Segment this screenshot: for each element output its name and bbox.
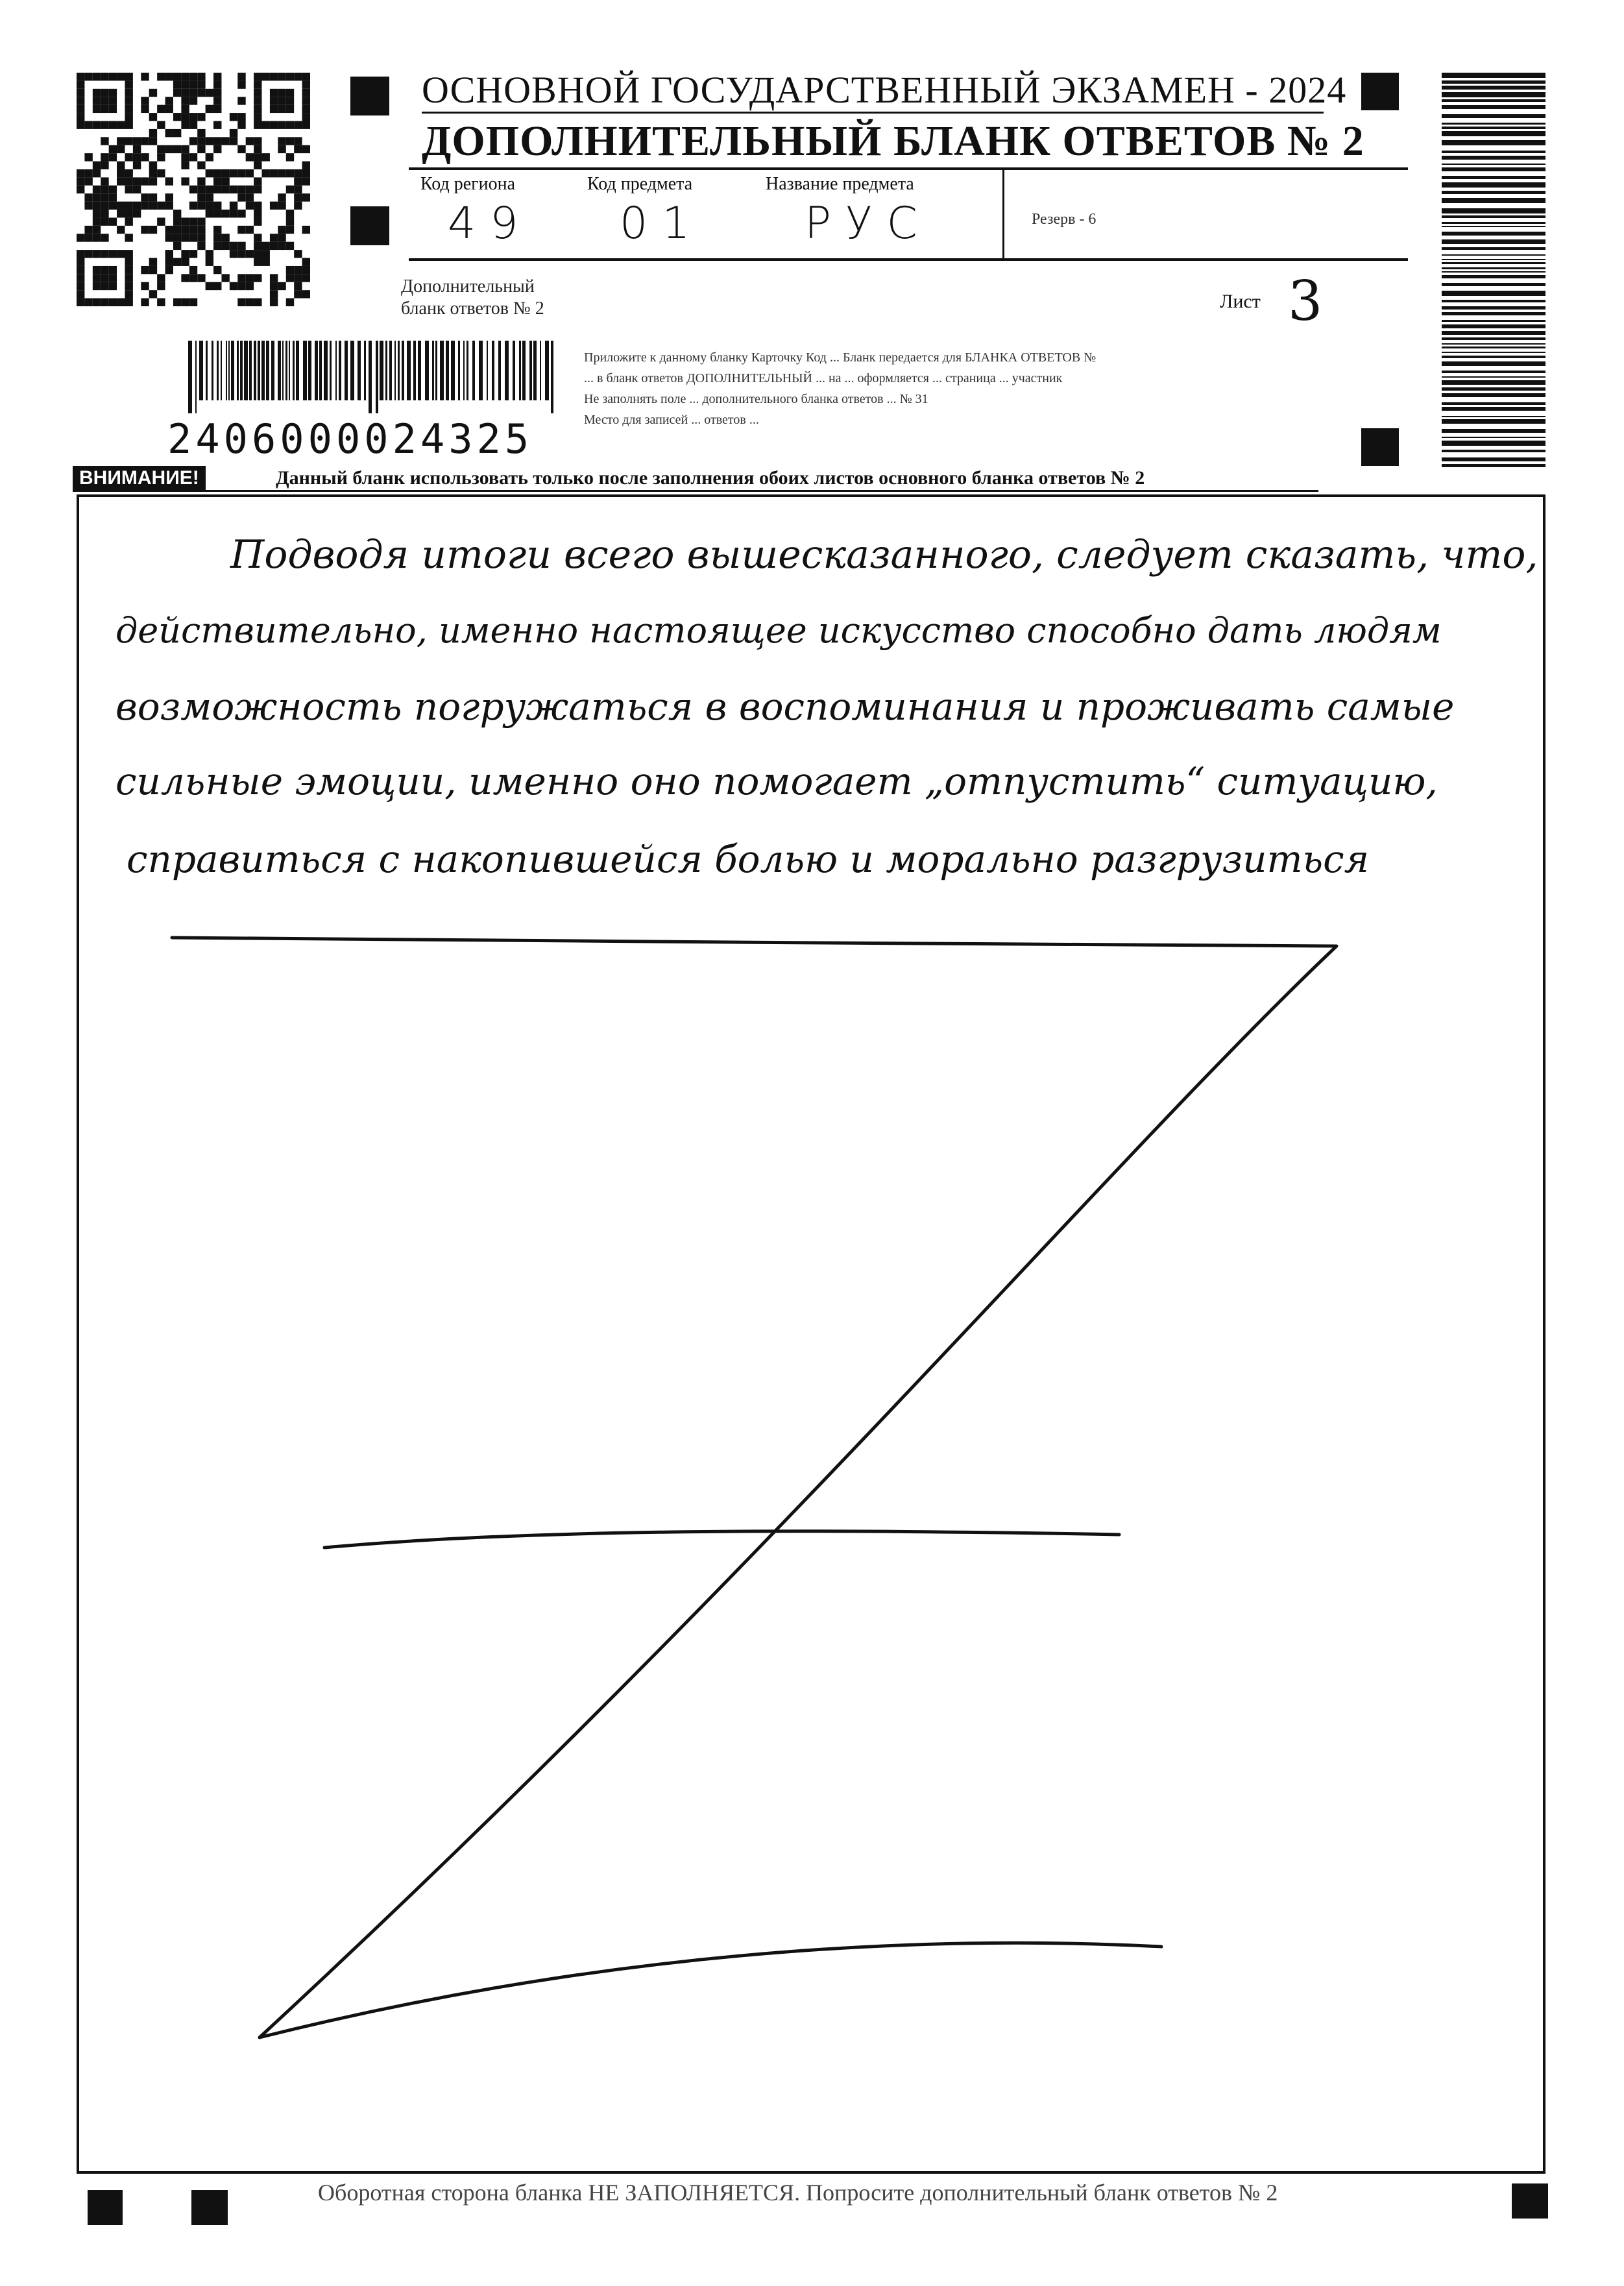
- reserve-label: Резерв - 6: [1032, 211, 1097, 228]
- subject-name-label: Название предмета: [766, 174, 914, 194]
- form-title: ДОПОЛНИТЕЛЬНЫЙ БЛАНК ОТВЕТОВ № 2: [422, 117, 1364, 165]
- alignment-marker: [88, 2190, 123, 2225]
- subject-code-value: 01: [620, 198, 705, 249]
- attention-badge: ВНИМАНИЕ!: [73, 466, 206, 491]
- extra-form-label-line: бланк ответов № 2: [401, 298, 544, 319]
- answer-line: действительно, именно настоящее искусство способно дать людям: [115, 610, 1442, 651]
- extra-form-label-line: Дополнительный: [401, 276, 535, 297]
- subject-name-value: РУС: [805, 198, 932, 249]
- attention-text: Данный бланк использовать только после заполнения обоих листов основного бланка ответов № 2: [276, 467, 1145, 489]
- alignment-marker: [1512, 2183, 1548, 2219]
- sheet-label: Лист: [1220, 291, 1261, 312]
- footer-note: Оборотная сторона бланка НЕ ЗАПОЛНЯЕТСЯ. Попросите дополнительный бланк ответов № 2: [318, 2180, 1278, 2206]
- subject-code-label: Код предмета: [587, 174, 693, 194]
- instruction-line: Не заполнять поле ... дополнительного бланка ответов ... № 31: [584, 392, 928, 406]
- answer-line: сильные эмоции, именно оно помогает „отпустить“ ситуацию,: [115, 759, 1438, 803]
- region-code-label: Код региона: [420, 174, 516, 194]
- instruction-line: Приложите к данному бланку Карточку Код ... Бланк передается для БЛАНКА ОТВЕТОВ №: [584, 350, 1097, 365]
- barcode-number: 2406000024325: [167, 415, 533, 463]
- alignment-marker: [191, 2190, 228, 2225]
- sheet-number: 3: [1288, 269, 1323, 333]
- instruction-line: ... в бланк ответов ДОПОЛНИТЕЛЬНЫЙ ... на ... оформляется ... страница ... участник: [584, 371, 1063, 385]
- answer-line: Подводя итоги всего вышесказанного, следует сказать, что,: [230, 532, 1538, 578]
- exam-title: ОСНОВНОЙ ГОСУДАРСТВЕННЫЙ ЭКЗАМЕН - 2024: [422, 69, 1347, 111]
- region-code-value: 49: [448, 198, 533, 249]
- answer-line: справиться с накопившейся болью и морально разгрузиться: [127, 837, 1369, 881]
- instruction-line: Место для записей ... ответов ...: [584, 413, 759, 427]
- answer-line: возможность погружаться в воспоминания и проживать самые: [115, 685, 1455, 729]
